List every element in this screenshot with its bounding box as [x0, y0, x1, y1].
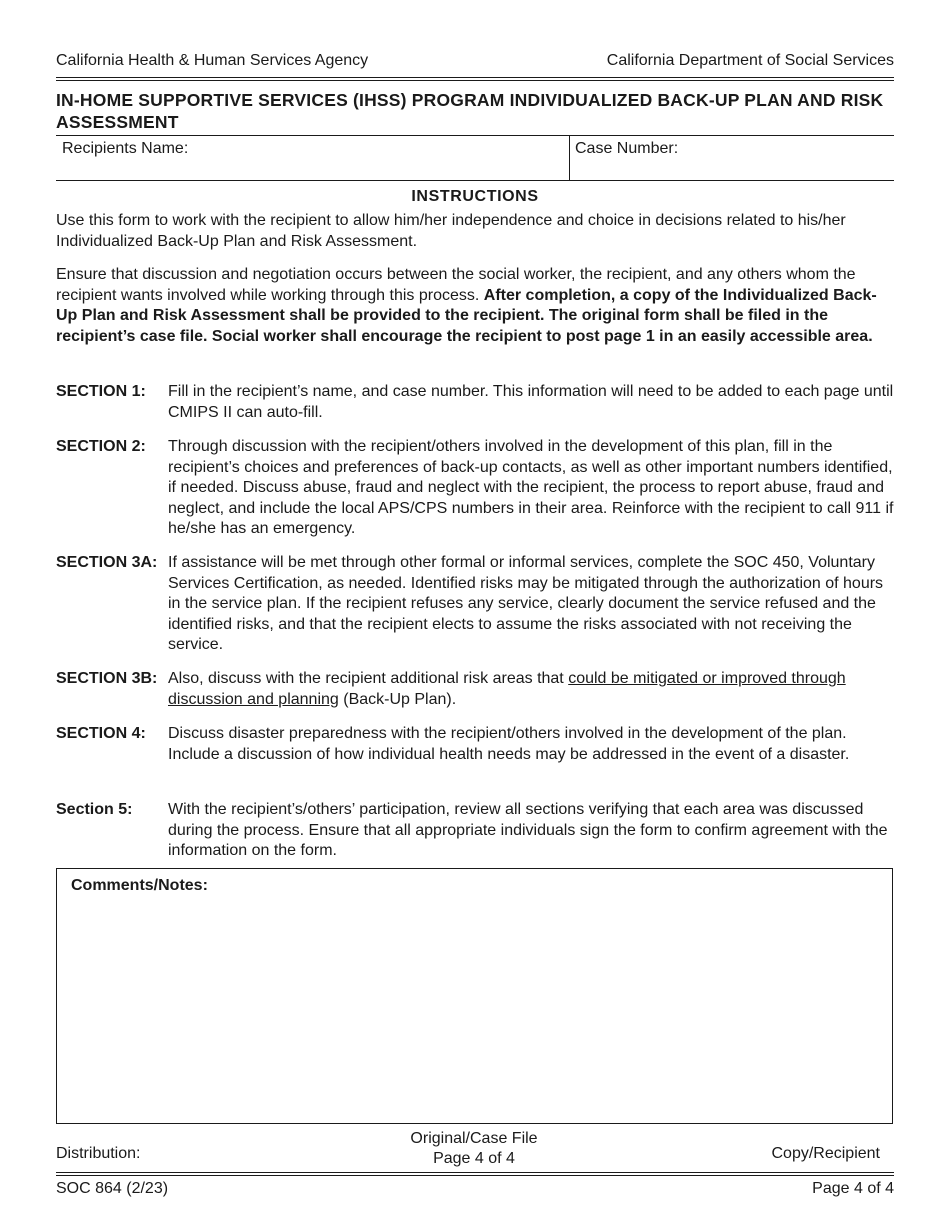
header-rule-top: [56, 77, 894, 78]
agency-name: California Health & Human Services Agency: [56, 52, 369, 69]
distribution-label: Distribution:: [56, 1145, 141, 1162]
case-number-label: Case Number:: [575, 140, 679, 157]
section-text: If assistance will be met through other formal or informal services, complete the SOC 450, Voluntary Services Certification, as needed. Identified risks may be mitigated through the authorization of hours in the service plan. If the recipient refuses any service, clearly document the service refused and the identified risks, and that the recipient elects to assume the risks associated with not receiving the service.: [168, 554, 884, 653]
section-3b-text-after: (Back-Up Plan).: [338, 690, 457, 708]
distribution-original: [374, 1129, 574, 1169]
distribution-original-text: Original/Case File: [410, 1130, 538, 1147]
field-row-bottom-border: [56, 180, 894, 181]
recipient-name-field[interactable]: [200, 138, 562, 178]
distribution-page-number: Page 4 of 4: [433, 1150, 515, 1167]
section-2-instruction: [56, 437, 894, 540]
paragraph-2-text: Ensure that discussion and negotiation occurs between the social worker, the recipient, and any others whom the recipient wants involved while working through this process.: [56, 266, 856, 304]
section-text: Discuss disaster preparedness with the recipient/others involved in the development of the plan. Include a discussion of how individual health needs may be addressed in the event of a disaster.: [168, 725, 850, 763]
comments-notes-box: [56, 868, 893, 1124]
section-label: SECTION 4:: [56, 725, 146, 742]
section-3b-instruction: [56, 669, 894, 710]
comments-notes-field[interactable]: [71, 903, 878, 1115]
section-4-instruction: [56, 724, 894, 765]
section-text: With the recipient’s/others’ participation, review all sections verifying that each area was discussed during the process. Ensure that all appropriate individuals sign the form to confirm agreement with the information on the form.: [168, 801, 888, 859]
section-label: SECTION 1:: [56, 383, 146, 400]
footer-rule-top: [56, 1172, 894, 1173]
section-1-instruction: [56, 382, 894, 423]
section-label: SECTION 2:: [56, 438, 146, 455]
section-label: SECTION 3B:: [56, 670, 158, 687]
section-text: Through discussion with the recipient/others involved in the development of this plan, fill in the recipient’s choices and preferences of back-up contacts, as well as other important numbers identified, if needed. Discuss abuse, fraud and neglect with the recipient, the process to report abuse, fraud and neglect, and include the local APS/CPS numbers in their area. Reinforce with the recipient to call 911 if he/she has an emergency.: [168, 438, 894, 537]
section-label: SECTION 3A:: [56, 554, 158, 571]
department-name: California Department of Social Services: [606, 52, 894, 69]
case-number-field[interactable]: [690, 138, 890, 178]
section-3b-text-before: Also, discuss with the recipient additional risk areas that: [168, 670, 569, 687]
section-5-instruction: [56, 800, 894, 862]
form-title: IN-HOME SUPPORTIVE SERVICES (IHSS) PROGRAM INDIVIDUALIZED BACK-UP PLAN AND RISK ASSESSMENT: [56, 90, 884, 132]
section-3a-instruction: [56, 553, 894, 656]
section-3b-underlined-text: could be mitigated or improved through discussion and planning: [168, 670, 846, 708]
distribution-copy: Copy/Recipient: [771, 1145, 880, 1162]
instructions-paragraph-2: [56, 265, 894, 347]
section-label: Section 5:: [56, 801, 133, 818]
paragraph-2-bold-text: After completion, a copy of the Individualized Back-Up Plan and Risk Assessment shall be provided to the recipient. The original form shall be filed in the recipient’s case file. Social worker shall encourage the recipient to post page 1 in an easily accessible area.: [56, 286, 877, 345]
section-text: Fill in the recipient’s name, and case number. This information will need to be added to each page until CMIPS II can auto-fill.: [168, 383, 894, 421]
recipient-name-label: Recipients Name:: [62, 140, 189, 157]
footer-page-number: Page 4 of 4: [812, 1180, 894, 1197]
footer-rule-bottom: [56, 1175, 894, 1176]
instructions-paragraph-1: Use this form to work with the recipient to allow him/her independence and choice in decisions related to his/her Individualized Back-Up Plan and Risk Assessment.: [56, 212, 846, 250]
section-text: [168, 669, 894, 710]
instructions-heading: INSTRUCTIONS: [411, 188, 539, 205]
comments-notes-label: Comments/Notes:: [71, 877, 208, 894]
field-divider: [569, 136, 570, 181]
field-row-top-border: [56, 135, 894, 136]
header-rule-bottom: [56, 80, 894, 81]
form-id: SOC 864 (2/23): [56, 1180, 169, 1197]
